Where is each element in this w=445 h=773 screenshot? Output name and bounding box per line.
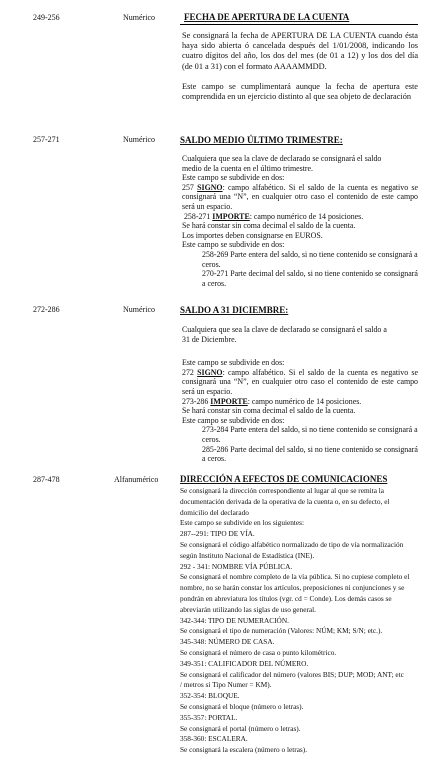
field-description — [182, 325, 418, 464]
field-type: Alfanumérico — [114, 475, 159, 484]
description-line: Se consignará la escalera (número o letras). — [180, 745, 308, 755]
signo-text: : campo alfabético. Si el saldo de la cuenta es negativo se consignará una “N”, en cualquier otro caso el contenido de este campo será un espacio. — [182, 367, 418, 396]
description-line: Cualquiera que sea la clave de declarado se consignará el saldo a — [182, 325, 387, 334]
description-line: domicilio del declarado — [180, 507, 249, 517]
importe-text: : campo numérico de 14 posiciones. — [249, 211, 364, 221]
field-type: Numérico — [123, 135, 155, 144]
importe-text: : campo numérico de 14 posiciones. — [247, 396, 362, 406]
subitem: 258-269 Parte entera del saldo, si no tiene contenido se consignará a ceros. — [202, 249, 418, 269]
field-heading: DIRECCIÓN A EFECTOS DE COMUNICACIONES — [180, 474, 388, 484]
description-line: Los importes deben consignarse en EUROS. — [182, 230, 323, 240]
signo-label: SIGNO — [197, 367, 223, 377]
importe-position: 273-286 — [182, 396, 209, 406]
field-heading: SALDO MEDIO ÚLTIMO TRIMESTRE: — [180, 135, 343, 145]
description-line: medio de la cuenta en el último trimestre. — [182, 163, 314, 173]
importe-label: IMPORTE — [210, 396, 248, 406]
subfield-title: 355-357: PORTAL. — [180, 712, 238, 722]
field-description — [182, 154, 418, 288]
signo-label: SIGNO — [197, 182, 223, 192]
field-description — [180, 486, 428, 756]
signo-position: 257 — [182, 182, 194, 192]
description-line: Se consignará el número de casa o punto kilométrico. — [180, 647, 337, 657]
description-line: Se consignará el bloque (número o letras). — [180, 701, 304, 711]
description-line: Este campo se subdivide en dos: — [182, 240, 285, 250]
signo-position: 272 — [182, 367, 194, 377]
description-line: según Instituto Nacional de Estadística (INE). — [180, 550, 315, 560]
description-line: pondrán en abreviatura los títulos (vgr. cd = Conde). Los demás casos se — [180, 593, 392, 603]
importe-description — [182, 397, 418, 407]
importe-position: 258-271 — [183, 211, 211, 221]
description-line: Se consignará el nombre completo de la vía pública. Si no cupiese completo el — [180, 572, 410, 582]
subfield-title: 342-344: TIPO DE NUMERACIÓN. — [180, 615, 289, 625]
description-line: 31 de Diciembre. — [182, 334, 237, 344]
description-line: Este campo se subdivide en dos: — [182, 173, 285, 183]
description-paragraph: Este campo se cumplimentará aunque la fecha de apertura este comprendida en un ejercicio distinto al que sea objeto de declaración — [182, 81, 418, 102]
description-line: abreviarán utilizando las siglas de uso general. — [180, 604, 316, 614]
subfield-title: 292 - 341: NOMBRE VÍA PÚBLICA. — [180, 561, 293, 571]
description-line: Se consignará el portal (número o letras). — [180, 723, 301, 733]
description-line: Se hará constar sin coma decimal el saldo de la cuenta. — [182, 221, 356, 231]
subfield-title: 352-354: BLOQUE. — [180, 691, 240, 701]
description-line: Este campo se subdivide en los siguientes: — [180, 518, 305, 528]
description-line: Cualquiera que sea la clave de declarado se consignará el saldo — [182, 154, 382, 163]
signo-description — [182, 368, 418, 397]
field-type: Numérico — [123, 13, 155, 22]
field-description — [182, 31, 418, 102]
subitem: 270-271 Parte decimal del saldo, si no tiene contenido se consignará a ceros. — [202, 269, 418, 288]
description-line: nombre, no se harán constar los artículos, preposiciones ni conjunciones y se — [180, 583, 405, 593]
description-line: documentación derivada de la operativa de la cuenta o, en su defecto, el — [180, 496, 390, 506]
subitem: 285-286 Parte decimal del saldo, si no tiene contenido se consignará a ceros. — [202, 444, 418, 464]
signo-text: : campo alfabético. Si el saldo de la cuenta es negativo se consignará una “N”, en cualquier otro caso el contenido de este campo será un espacio. — [182, 182, 418, 211]
description-line: Se hará constar sin coma decimal el saldo de la cuenta. — [182, 406, 356, 416]
description-line: Se consignará el código alfabético normalizado de tipo de vía normalización — [180, 539, 404, 549]
subitem: 273-284 Parte entera del saldo, si no tiene contenido se consignará a ceros. — [202, 425, 418, 444]
subfield-title: 345-348: NÚMERO DE CASA. — [180, 637, 275, 647]
subfield-title: 358-360: ESCALERA. — [180, 734, 248, 744]
description-line: Este campo se subdivide en dos: — [182, 415, 285, 425]
description-line: Este campo se subdivide en dos: — [182, 358, 285, 368]
heading-rule — [180, 24, 418, 25]
field-position: 287-478 — [33, 475, 60, 484]
field-position: 249-256 — [33, 13, 60, 22]
description-line: Se consignará el calificador del número (valores BIS; DUP; MOD; ANT; etc — [180, 669, 404, 679]
description-line: Se consignará el tipo de numeración (Valores: NÚM; KM; S/N; etc.). — [180, 626, 383, 636]
description-line: / metros si Tipo Numer = KM). — [180, 680, 272, 690]
description-paragraph: Se consignará la fecha de APERTURA DE LA CUENTA cuando ésta haya sido abierta ó cancelada después del 1/01/2008, indicando los cuatro dígitos del año, los dos del mes (de 01 a 12) y los dos del día (de 01 a 31) con el formato AAAAMMDD. — [182, 31, 418, 71]
field-heading: FECHA DE APERTURA DE LA CUENTA — [184, 12, 350, 22]
importe-description — [182, 212, 418, 222]
signo-description — [182, 183, 418, 212]
description-line: Se consignará la dirección correspondiente al lugar al que se remita la — [180, 486, 385, 495]
importe-label: IMPORTE — [212, 211, 250, 221]
field-position: 272-286 — [33, 305, 60, 314]
field-heading: SALDO A 31 DICIEMBRE: — [180, 305, 289, 315]
subfield-title: 349-351: CALIFICADOR DEL NÚMERO. — [180, 658, 309, 668]
field-type: Numérico — [123, 305, 155, 314]
field-position: 257-271 — [33, 135, 60, 144]
subfield-title: 287--291: TIPO DE VÍA. — [180, 529, 255, 539]
